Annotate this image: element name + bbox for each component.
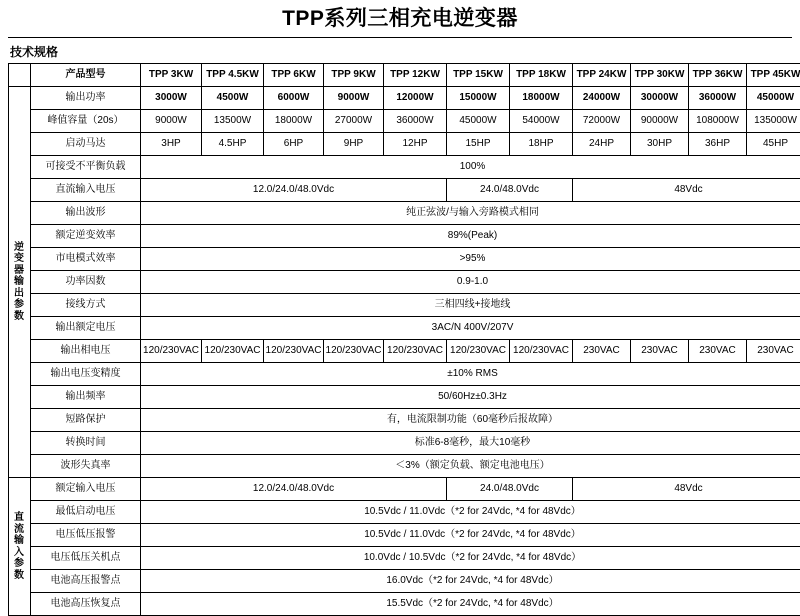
model-header-cell: TPP 36KW xyxy=(689,64,747,87)
table-row xyxy=(9,294,800,317)
value-cell: 72000W xyxy=(573,110,631,133)
value-cell: 120/230VAC xyxy=(141,340,202,363)
header-corner-cell xyxy=(9,64,31,87)
value-cell: 27000W xyxy=(324,110,384,133)
group-label-dc: 直流输入参数 xyxy=(9,478,31,616)
table-row xyxy=(9,317,800,340)
value-cell: 230VAC xyxy=(573,340,631,363)
value-cell: 230VAC xyxy=(747,340,800,363)
row-label: 额定输入电压 xyxy=(31,478,141,501)
value-cell: 6HP xyxy=(264,133,324,156)
value-cell: 9HP xyxy=(324,133,384,156)
row-label: 功率因数 xyxy=(31,271,141,294)
value-cell: 36000W xyxy=(689,87,747,110)
value-cell: 36HP xyxy=(689,133,747,156)
table-row xyxy=(9,455,800,478)
table-row xyxy=(9,87,800,110)
value-cell: 9000W xyxy=(141,110,202,133)
value-cell: 18000W xyxy=(510,87,573,110)
value-cell-merged: 纯正弦波/与输入旁路模式相同 xyxy=(141,202,800,225)
value-cell: 36000W xyxy=(384,110,447,133)
table-row xyxy=(9,524,800,547)
value-cell: 135000W xyxy=(747,110,800,133)
row-label: 输出相电压 xyxy=(31,340,141,363)
row-label: 接线方式 xyxy=(31,294,141,317)
row-label: 输出功率 xyxy=(31,87,141,110)
table-row xyxy=(9,363,800,386)
value-cell: 230VAC xyxy=(631,340,689,363)
row-label: 峰值容量（20s） xyxy=(31,110,141,133)
value-cell-merged: >95% xyxy=(141,248,800,271)
value-cell-merged: ＜3%（额定负载、额定电池电压） xyxy=(141,455,800,478)
value-cell: 13500W xyxy=(202,110,264,133)
value-cell-merged: 10.5Vdc / 11.0Vdc（*2 for 24Vdc, *4 for 48Vdc） xyxy=(141,524,800,547)
table-header-row xyxy=(9,64,800,87)
value-cell: 30000W xyxy=(631,87,689,110)
row-label: 电池高压恢复点 xyxy=(31,593,141,616)
row-label: 输出额定电压 xyxy=(31,317,141,340)
row-label-header: 产品型号 xyxy=(31,64,141,87)
value-cell: 3HP xyxy=(141,133,202,156)
value-cell: 3000W xyxy=(141,87,202,110)
table-row xyxy=(9,478,800,501)
table-row xyxy=(9,179,800,202)
row-label: 输出电压变精度 xyxy=(31,363,141,386)
value-cell: 120/230VAC xyxy=(384,340,447,363)
model-header-cell: TPP 15KW xyxy=(447,64,510,87)
model-header-cell: TPP 4.5KW xyxy=(202,64,264,87)
value-cell-merged: 12.0/24.0/48.0Vdc xyxy=(141,478,447,501)
table-row xyxy=(9,110,800,133)
value-cell-merged: 24.0/48.0Vdc xyxy=(447,179,573,202)
table-row xyxy=(9,340,800,363)
table-row xyxy=(9,156,800,179)
value-cell: 6000W xyxy=(264,87,324,110)
value-cell: 120/230VAC xyxy=(510,340,573,363)
value-cell: 45HP xyxy=(747,133,800,156)
row-label: 额定逆变效率 xyxy=(31,225,141,248)
table-row xyxy=(9,386,800,409)
model-header-cell: TPP 6KW xyxy=(264,64,324,87)
value-cell-merged: 100% xyxy=(141,156,800,179)
value-cell-merged: 3AC/N 400V/207V xyxy=(141,317,800,340)
row-label: 启动马达 xyxy=(31,133,141,156)
model-header-cell: TPP 9KW xyxy=(324,64,384,87)
table-row xyxy=(9,225,800,248)
value-cell: 12000W xyxy=(384,87,447,110)
section-label: 技术规格 xyxy=(6,38,794,63)
value-cell: 54000W xyxy=(510,110,573,133)
value-cell: 108000W xyxy=(689,110,747,133)
model-header-cell: TPP 24KW xyxy=(573,64,631,87)
model-header-cell: TPP 3KW xyxy=(141,64,202,87)
value-cell-merged: 50/60Hz±0.3Hz xyxy=(141,386,800,409)
value-cell: 18HP xyxy=(510,133,573,156)
value-cell: 12HP xyxy=(384,133,447,156)
value-cell: 120/230VAC xyxy=(324,340,384,363)
row-label: 最低启动电压 xyxy=(31,501,141,524)
value-cell: 9000W xyxy=(324,87,384,110)
row-label: 波形失真率 xyxy=(31,455,141,478)
table-row xyxy=(9,570,800,593)
value-cell-merged: 15.5Vdc（*2 for 24Vdc, *4 for 48Vdc） xyxy=(141,593,800,616)
value-cell: 15000W xyxy=(447,87,510,110)
model-header-cell: TPP 12KW xyxy=(384,64,447,87)
value-cell-merged: 24.0/48.0Vdc xyxy=(447,478,573,501)
value-cell: 120/230VAC xyxy=(202,340,264,363)
value-cell: 24000W xyxy=(573,87,631,110)
value-cell: 24HP xyxy=(573,133,631,156)
table-row xyxy=(9,202,800,225)
row-label: 市电模式效率 xyxy=(31,248,141,271)
specifications-table xyxy=(8,63,800,616)
value-cell-merged: 48Vdc xyxy=(573,478,800,501)
model-header-cell: TPP 30KW xyxy=(631,64,689,87)
table-row xyxy=(9,271,800,294)
value-cell: 90000W xyxy=(631,110,689,133)
row-label: 可接受不平衡负载 xyxy=(31,156,141,179)
value-cell: 18000W xyxy=(264,110,324,133)
row-label: 输出频率 xyxy=(31,386,141,409)
value-cell-merged: 10.5Vdc / 11.0Vdc（*2 for 24Vdc, *4 for 48Vdc） xyxy=(141,501,800,524)
value-cell-merged: 16.0Vdc（*2 for 24Vdc, *4 for 48Vdc） xyxy=(141,570,800,593)
value-cell: 4500W xyxy=(202,87,264,110)
value-cell-merged: 三相四线+接地线 xyxy=(141,294,800,317)
page-title: TPP系列三相充电逆变器 xyxy=(8,0,792,38)
value-cell: 120/230VAC xyxy=(447,340,510,363)
value-cell: 230VAC xyxy=(689,340,747,363)
value-cell: 30HP xyxy=(631,133,689,156)
value-cell-merged: 10.0Vdc / 10.5Vdc（*2 for 24Vdc, *4 for 48Vdc） xyxy=(141,547,800,570)
model-header-cell: TPP 18KW xyxy=(510,64,573,87)
value-cell-merged: 89%(Peak) xyxy=(141,225,800,248)
value-cell-merged: 12.0/24.0/48.0Vdc xyxy=(141,179,447,202)
group-label-inverter: 逆变器输出参数 xyxy=(9,87,31,478)
value-cell: 45000W xyxy=(747,87,800,110)
value-cell: 45000W xyxy=(447,110,510,133)
value-cell-merged: 0.9-1.0 xyxy=(141,271,800,294)
value-cell: 4.5HP xyxy=(202,133,264,156)
row-label: 电压低压报警 xyxy=(31,524,141,547)
value-cell-merged: 48Vdc xyxy=(573,179,800,202)
table-row xyxy=(9,501,800,524)
table-row xyxy=(9,547,800,570)
row-label: 输出波形 xyxy=(31,202,141,225)
value-cell: 120/230VAC xyxy=(264,340,324,363)
row-label: 电压低压关机点 xyxy=(31,547,141,570)
table-row xyxy=(9,409,800,432)
table-row xyxy=(9,593,800,616)
row-label: 转换时间 xyxy=(31,432,141,455)
model-header-cell: TPP 45KW xyxy=(747,64,800,87)
value-cell-merged: 标准6-8毫秒，最大10毫秒 xyxy=(141,432,800,455)
value-cell: 15HP xyxy=(447,133,510,156)
value-cell-merged: ±10% RMS xyxy=(141,363,800,386)
row-label: 电池高压报警点 xyxy=(31,570,141,593)
value-cell-merged: 有，电流限制功能（60毫秒后报故障） xyxy=(141,409,800,432)
table-row xyxy=(9,248,800,271)
row-label: 直流输入电压 xyxy=(31,179,141,202)
table-row xyxy=(9,133,800,156)
table-row xyxy=(9,432,800,455)
row-label: 短路保护 xyxy=(31,409,141,432)
